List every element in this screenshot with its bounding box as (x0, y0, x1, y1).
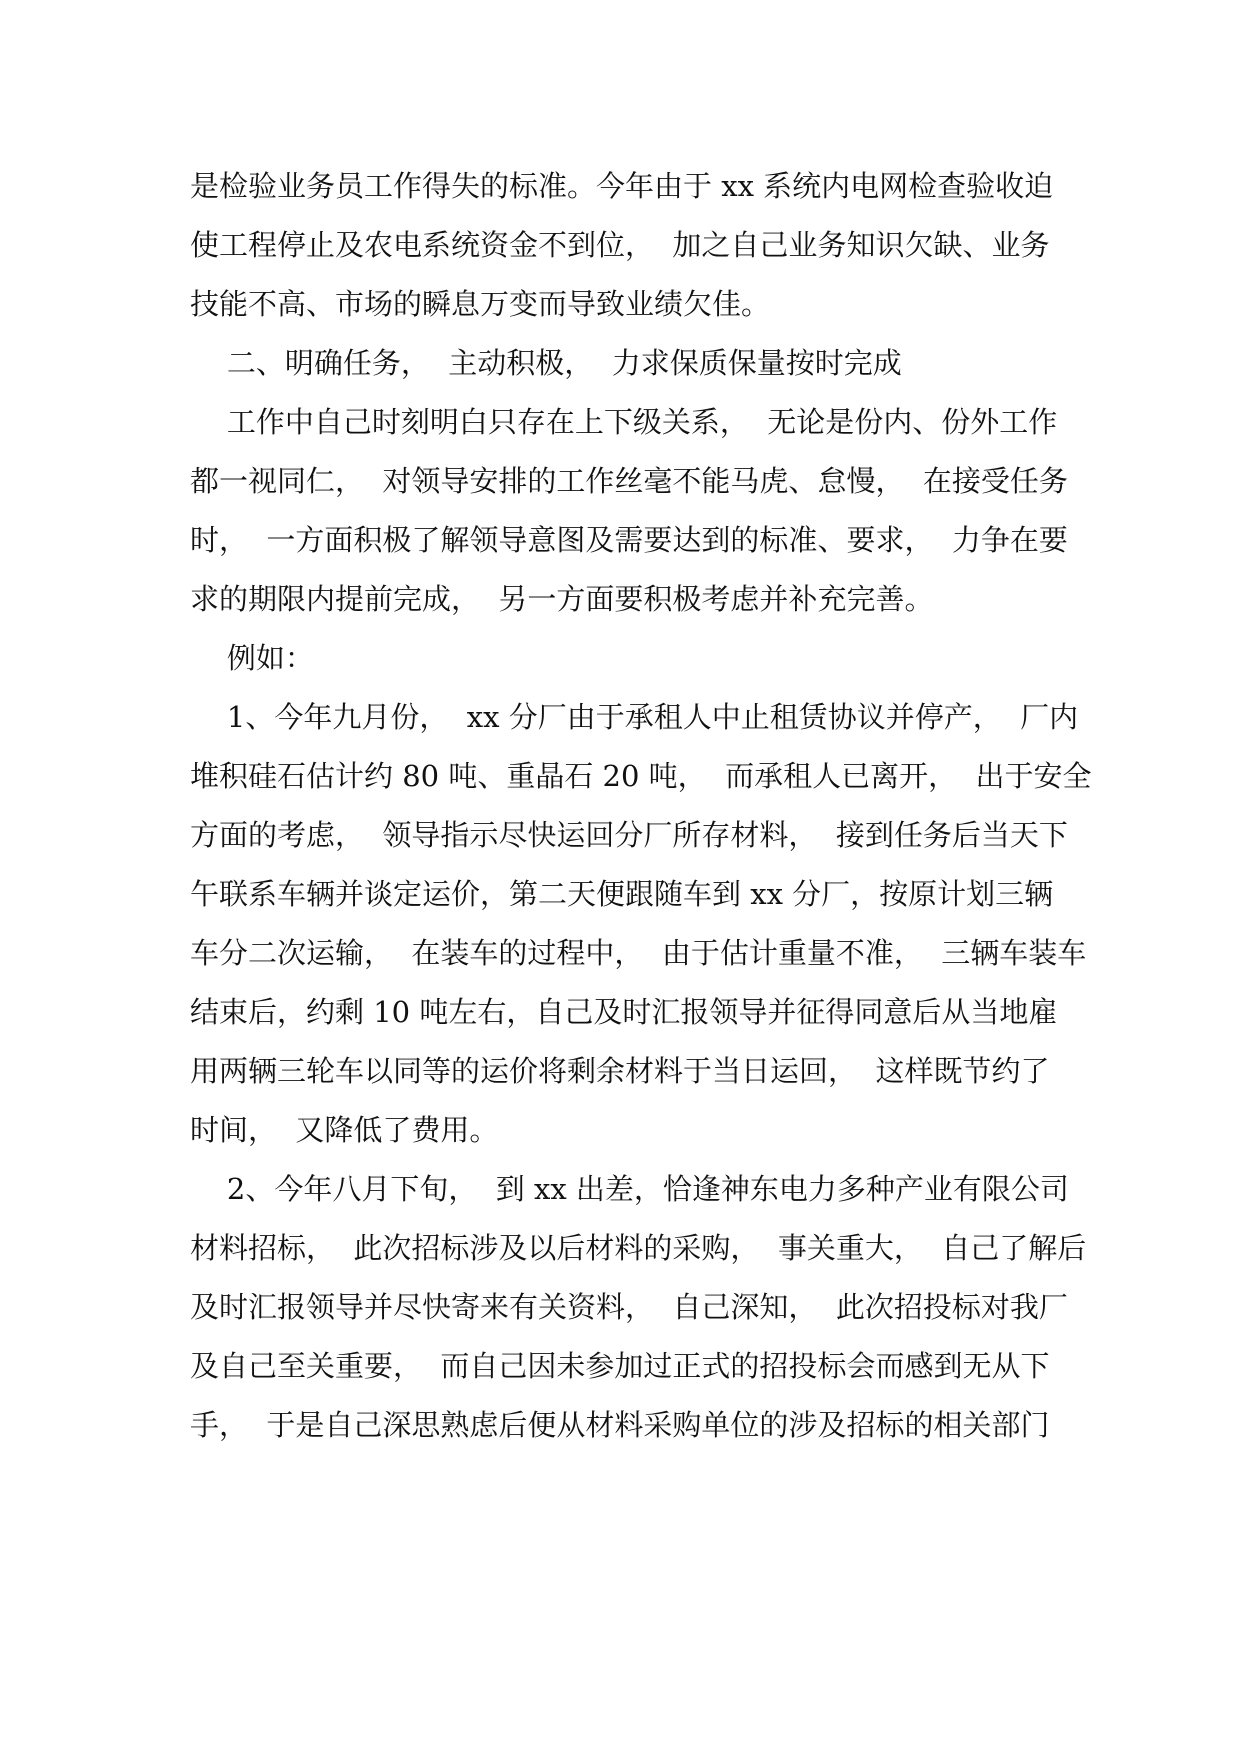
text-line: 是检验业务员工作得失的标准。今年由于 xx 系统内电网检查验收迫 (190, 169, 1054, 203)
text-line: 午联系车辆并谈定运价，第二天便跟随车到 xx 分厂，按原计划三辆 (190, 877, 1054, 911)
text-line: 使工程停止及农电系统资金不到位， 加之自己业务知识欠缺、业务 (190, 228, 1050, 262)
text-line: 时间， 又降低了费用。 (190, 1113, 499, 1147)
text-line: 方面的考虑， 领导指示尽快运回分厂所存材料， 接到任务后当天下 (190, 818, 1068, 852)
text-line: 手， 于是自己深思熟虑后便从材料采购单位的涉及招标的相关部门 (190, 1408, 1050, 1442)
section-heading: 二、明确任务， 主动积极， 力求保质保量按时完成 (190, 346, 902, 380)
text-line: 技能不高、市场的瞬息万变而导致业绩欠佳。 (190, 287, 771, 321)
text-line: 工作中自己时刻明白只存在上下级关系， 无论是份内、份外工作 (190, 405, 1058, 439)
text-line: 车分二次运输， 在装车的过程中， 由于估计重量不准， 三辆车装车 (190, 936, 1087, 970)
text-line: 及自己至关重要， 而自己因未参加过正式的招投标会而感到无从下 (190, 1349, 1050, 1383)
text-line: 时， 一方面积极了解领导意图及需要达到的标准、要求， 力争在要 (190, 523, 1068, 557)
text-line: 2、今年八月下旬， 到 xx 出差，恰逢神东电力多种产业有限公司 (190, 1172, 1069, 1206)
text-line: 结束后，约剩 10 吨左右，自己及时汇报领导并征得同意后从当地雇 (190, 995, 1058, 1029)
text-line: 都一视同仁， 对领导安排的工作丝毫不能马虎、怠慢， 在接受任务 (190, 464, 1068, 498)
text-line: 求的期限内提前完成， 另一方面要积极考虑并补充完善。 (190, 582, 934, 616)
text-line: 1、今年九月份， xx 分厂由于承租人中止租赁协议并停产， 厂内 (190, 700, 1079, 734)
text-line: 及时汇报领导并尽快寄来有关资料， 自己深知， 此次招投标对我厂 (190, 1290, 1068, 1324)
text-line: 堆积硅石估计约 80 吨、重晶石 20 吨， 而承租人已离开， 出于安全 (190, 759, 1092, 793)
text-line: 材料招标， 此次招标涉及以后材料的采购， 事关重大， 自己了解后 (190, 1231, 1087, 1265)
text-line: 例如： (190, 641, 314, 675)
text-line: 用两辆三轮车以同等的运价将剩余材料于当日运回， 这样既节约了 (190, 1054, 1050, 1088)
